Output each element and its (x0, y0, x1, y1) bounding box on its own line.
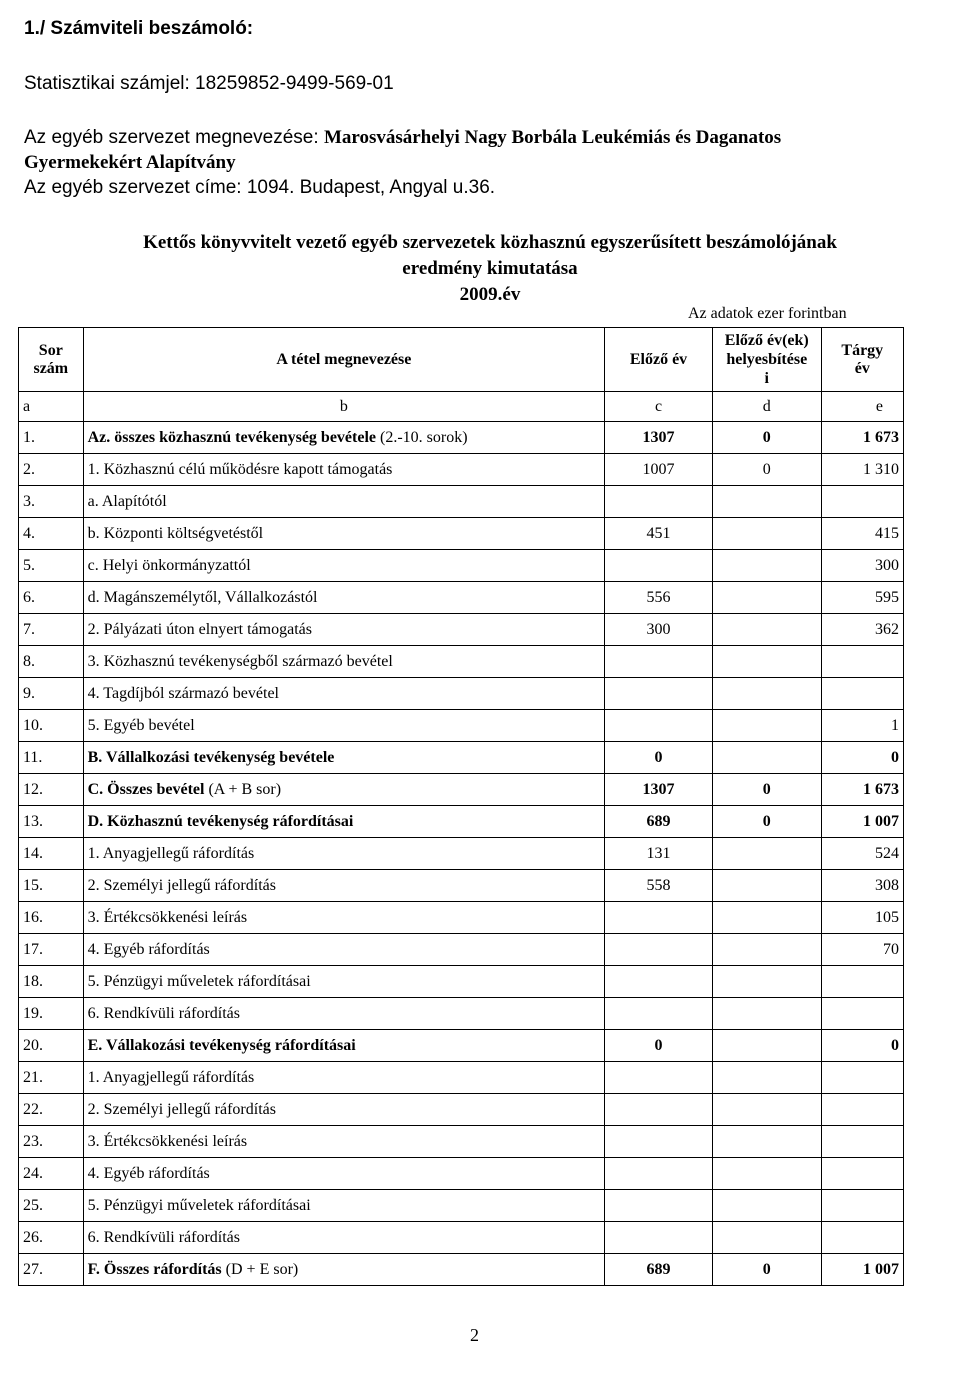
row-adjustment-value (712, 998, 821, 1030)
row-current-year-value (821, 1094, 903, 1126)
row-adjustment-value (712, 838, 821, 870)
row-number: 10. (19, 710, 84, 742)
row-item-name (83, 966, 605, 998)
row-previous-year-value (605, 646, 713, 678)
table-row (19, 1094, 904, 1126)
row-adjustment-value (712, 870, 821, 902)
row-adjustment-value (712, 742, 821, 774)
table-row (19, 550, 904, 582)
row-current-year-value: 1 310 (821, 454, 903, 486)
column-letter: e (821, 392, 903, 422)
row-adjustment-value (712, 1190, 821, 1222)
row-number: 21. (19, 1062, 84, 1094)
table-row (19, 838, 904, 870)
table-row (19, 1254, 904, 1286)
table-row (19, 422, 904, 454)
row-item-name-text: 1. Közhasznú célú működésre kapott támogatás (87, 460, 393, 478)
table-row (19, 870, 904, 902)
row-item-name (83, 550, 605, 582)
row-previous-year-value (605, 1190, 713, 1222)
table-row (19, 646, 904, 678)
row-number: 19. (19, 998, 84, 1030)
row-current-year-value (821, 998, 903, 1030)
row-number: 13. (19, 806, 84, 838)
table-row (19, 1222, 904, 1254)
row-number: 12. (19, 774, 84, 806)
organization-name-line2: Gyermekekért Alapítvány (24, 152, 236, 173)
table-row (19, 998, 904, 1030)
row-number: 2. (19, 454, 84, 486)
row-previous-year-value (605, 1126, 713, 1158)
row-current-year-value (821, 646, 903, 678)
row-item-name-text: b. Központi költségvetéstől (87, 524, 264, 542)
row-item-name-text: 5. Pénzügyi műveletek ráfordításai (87, 972, 311, 990)
row-current-year-value: 362 (821, 614, 903, 646)
row-current-year-value: 70 (821, 934, 903, 966)
row-number: 18. (19, 966, 84, 998)
row-previous-year-value: 558 (605, 870, 713, 902)
report-title-line2: eredmény kimutatása (402, 258, 578, 279)
row-item-name-bold: B. Vállalkozási tevékenység bevétele (87, 748, 335, 766)
row-current-year-value: 1 007 (821, 1254, 903, 1286)
header-adjustment: Előző év(ek) helyesbítése i (712, 328, 821, 392)
row-adjustment-value (712, 678, 821, 710)
row-number: 24. (19, 1158, 84, 1190)
row-item-name-bold: F. Összes ráfordítás (87, 1260, 222, 1278)
row-item-name (83, 710, 605, 742)
row-number: 22. (19, 1094, 84, 1126)
table-row (19, 1190, 904, 1222)
column-letters-row (19, 392, 904, 422)
row-number: 15. (19, 870, 84, 902)
row-number: 17. (19, 934, 84, 966)
row-item-name (83, 870, 605, 902)
table-row (19, 518, 904, 550)
row-item-name-text: (A + B sor) (204, 780, 282, 798)
row-current-year-value (821, 1190, 903, 1222)
row-current-year-value: 1 (821, 710, 903, 742)
row-number: 7. (19, 614, 84, 646)
row-item-name (83, 1094, 605, 1126)
row-number: 8. (19, 646, 84, 678)
table-body (19, 422, 904, 1286)
row-item-name-text: 2. Személyi jellegű ráfordítás (87, 1100, 276, 1118)
row-adjustment-value (712, 934, 821, 966)
table-row (19, 582, 904, 614)
row-current-year-value (821, 1126, 903, 1158)
row-item-name-text: 6. Rendkívüli ráfordítás (87, 1228, 241, 1246)
header-current-year: Tárgy év (821, 328, 903, 392)
row-adjustment-value: 0 (712, 454, 821, 486)
row-current-year-value (821, 1158, 903, 1190)
row-previous-year-value (605, 934, 713, 966)
table-row (19, 1126, 904, 1158)
row-item-name (83, 1062, 605, 1094)
row-previous-year-value (605, 902, 713, 934)
table-row (19, 678, 904, 710)
row-current-year-value (821, 486, 903, 518)
row-item-name (83, 422, 605, 454)
column-letter: b (83, 392, 605, 422)
row-item-name (83, 1190, 605, 1222)
row-adjustment-value: 0 (712, 1254, 821, 1286)
row-previous-year-value: 451 (605, 518, 713, 550)
row-adjustment-value (712, 710, 821, 742)
row-adjustment-value (712, 966, 821, 998)
row-item-name (83, 1030, 605, 1062)
organization-name-line1 (24, 126, 781, 150)
row-number: 4. (19, 518, 84, 550)
organization-name: Marosvásárhelyi Nagy Borbála Leukémiás és Daganatos (323, 127, 782, 148)
row-item-name (83, 838, 605, 870)
row-current-year-value: 524 (821, 838, 903, 870)
row-number: 20. (19, 1030, 84, 1062)
row-adjustment-value: 0 (712, 774, 821, 806)
row-adjustment-value (712, 1062, 821, 1094)
row-item-name (83, 518, 605, 550)
row-current-year-value: 105 (821, 902, 903, 934)
row-number: 25. (19, 1190, 84, 1222)
row-previous-year-value (605, 486, 713, 518)
row-adjustment-value: 0 (712, 422, 821, 454)
row-adjustment-value (712, 1222, 821, 1254)
row-item-name-bold: E. Vállakozási tevékenység ráfordításai (87, 1036, 356, 1054)
unit-note: Az adatok ezer forintban (688, 305, 847, 322)
row-number: 11. (19, 742, 84, 774)
table-row (19, 1062, 904, 1094)
organization-address: Az egyéb szervezet címe: 1094. Budapest, Angyal u.36. (24, 177, 496, 198)
row-adjustment-value (712, 1126, 821, 1158)
row-adjustment-value (712, 550, 821, 582)
row-number: 9. (19, 678, 84, 710)
row-adjustment-value (712, 486, 821, 518)
row-current-year-value: 1 673 (821, 774, 903, 806)
row-item-name-text: 4. Tagdíjból származó bevétel (87, 684, 279, 702)
row-previous-year-value (605, 998, 713, 1030)
row-item-name (83, 486, 605, 518)
row-item-name (83, 998, 605, 1030)
report-year: 2009.év (459, 284, 521, 305)
row-current-year-value (821, 1062, 903, 1094)
row-item-name (83, 1158, 605, 1190)
table-row (19, 742, 904, 774)
row-item-name-text: 6. Rendkívüli ráfordítás (87, 1004, 241, 1022)
row-item-name (83, 454, 605, 486)
row-current-year-value: 1 007 (821, 806, 903, 838)
row-previous-year-value (605, 966, 713, 998)
row-current-year-value: 595 (821, 582, 903, 614)
row-previous-year-value: 0 (605, 1030, 713, 1062)
row-item-name-text: 4. Egyéb ráfordítás (87, 940, 210, 958)
row-adjustment-value (712, 646, 821, 678)
row-current-year-value (821, 678, 903, 710)
page-number: 2 (470, 1325, 479, 1345)
row-item-name-text: (D + E sor) (221, 1260, 299, 1278)
row-current-year-value: 308 (821, 870, 903, 902)
row-previous-year-value (605, 550, 713, 582)
row-item-name-text: 3. Értékcsökkenési leírás (87, 1132, 248, 1150)
row-item-name (83, 934, 605, 966)
column-letter: c (605, 392, 713, 422)
row-previous-year-value: 131 (605, 838, 713, 870)
row-adjustment-value (712, 1094, 821, 1126)
row-item-name-text: d. Magánszemélytől, Vállalkozástól (87, 588, 318, 606)
row-item-name (83, 742, 605, 774)
row-item-name-text: c. Helyi önkormányzattól (87, 556, 251, 574)
table-row (19, 1030, 904, 1062)
section-title: 1./ Számviteli beszámoló: (24, 18, 254, 39)
table-row (19, 806, 904, 838)
row-previous-year-value (605, 710, 713, 742)
row-number: 26. (19, 1222, 84, 1254)
row-previous-year-value: 0 (605, 742, 713, 774)
row-current-year-value: 300 (821, 550, 903, 582)
row-previous-year-value: 300 (605, 614, 713, 646)
row-item-name (83, 1254, 605, 1286)
row-previous-year-value (605, 1222, 713, 1254)
row-adjustment-value (712, 614, 821, 646)
row-item-name-text: 4. Egyéb ráfordítás (87, 1164, 210, 1182)
table-header-row (19, 328, 904, 392)
row-previous-year-value: 1307 (605, 774, 713, 806)
row-number: 14. (19, 838, 84, 870)
report-title-line1: Kettős könyvvitelt vezető egyéb szervezetek közhasznú egyszerűsített beszámolójának (143, 232, 837, 253)
row-current-year-value (821, 966, 903, 998)
row-previous-year-value (605, 1062, 713, 1094)
row-item-name-text: (2.-10. sorok) (376, 428, 468, 446)
row-previous-year-value: 1007 (605, 454, 713, 486)
row-item-name (83, 582, 605, 614)
row-number: 27. (19, 1254, 84, 1286)
row-current-year-value (821, 1222, 903, 1254)
row-item-name-bold: C. Összes bevétel (87, 780, 205, 798)
row-adjustment-value (712, 1030, 821, 1062)
row-adjustment-value (712, 902, 821, 934)
row-number: 5. (19, 550, 84, 582)
row-previous-year-value (605, 1158, 713, 1190)
row-item-name-text: a. Alapítótól (87, 492, 167, 510)
row-number: 6. (19, 582, 84, 614)
row-previous-year-value: 689 (605, 1254, 713, 1286)
table-row (19, 710, 904, 742)
row-item-name (83, 1222, 605, 1254)
row-item-name (83, 806, 605, 838)
row-adjustment-value: 0 (712, 806, 821, 838)
row-number: 23. (19, 1126, 84, 1158)
income-statement-table (18, 327, 904, 1286)
row-item-name (83, 614, 605, 646)
row-previous-year-value (605, 678, 713, 710)
row-current-year-value: 0 (821, 742, 903, 774)
table-row (19, 454, 904, 486)
row-adjustment-value (712, 582, 821, 614)
row-adjustment-value (712, 1158, 821, 1190)
table-row (19, 934, 904, 966)
column-letter: a (19, 392, 84, 422)
row-item-name-text: 3. Értékcsökkenési leírás (87, 908, 248, 926)
organization-name-label: Az egyéb szervezet megnevezése: (24, 127, 324, 148)
row-item-name-text: 2. Pályázati úton elnyert támogatás (87, 620, 312, 638)
row-number: 3. (19, 486, 84, 518)
row-item-name (83, 678, 605, 710)
header-item-name: A tétel megnevezése (83, 328, 605, 392)
table-row (19, 614, 904, 646)
row-item-name-bold: D. Közhasznú tevékenység ráfordításai (87, 812, 354, 830)
row-previous-year-value: 689 (605, 806, 713, 838)
row-item-name (83, 902, 605, 934)
table-row (19, 966, 904, 998)
header-previous-year: Előző év (605, 328, 713, 392)
table-row (19, 486, 904, 518)
row-previous-year-value: 1307 (605, 422, 713, 454)
row-previous-year-value (605, 1094, 713, 1126)
statistical-number: Statisztikai számjel: 18259852-9499-569-01 (24, 73, 394, 94)
row-item-name (83, 646, 605, 678)
row-item-name (83, 774, 605, 806)
row-item-name-text: 3. Közhasznú tevékenységből származó bevétel (87, 652, 393, 670)
row-item-name-text: 5. Pénzügyi műveletek ráfordításai (87, 1196, 311, 1214)
row-current-year-value: 0 (821, 1030, 903, 1062)
row-current-year-value: 1 673 (821, 422, 903, 454)
row-number: 16. (19, 902, 84, 934)
row-number: 1. (19, 422, 84, 454)
row-item-name-text: 1. Anyagjellegű ráfordítás (87, 844, 255, 862)
row-item-name-text: 5. Egyéb bevétel (87, 716, 195, 734)
table-row (19, 902, 904, 934)
table-row (19, 1158, 904, 1190)
column-letter: d (712, 392, 821, 422)
row-adjustment-value (712, 518, 821, 550)
row-item-name-text: 2. Személyi jellegű ráfordítás (87, 876, 276, 894)
row-item-name (83, 1126, 605, 1158)
table-row (19, 774, 904, 806)
row-previous-year-value: 556 (605, 582, 713, 614)
row-current-year-value: 415 (821, 518, 903, 550)
row-item-name-text: 1. Anyagjellegű ráfordítás (87, 1068, 255, 1086)
row-item-name-bold: Az. összes közhasznú tevékenység bevétele (87, 428, 376, 446)
header-row-number: Sor szám (19, 328, 84, 392)
